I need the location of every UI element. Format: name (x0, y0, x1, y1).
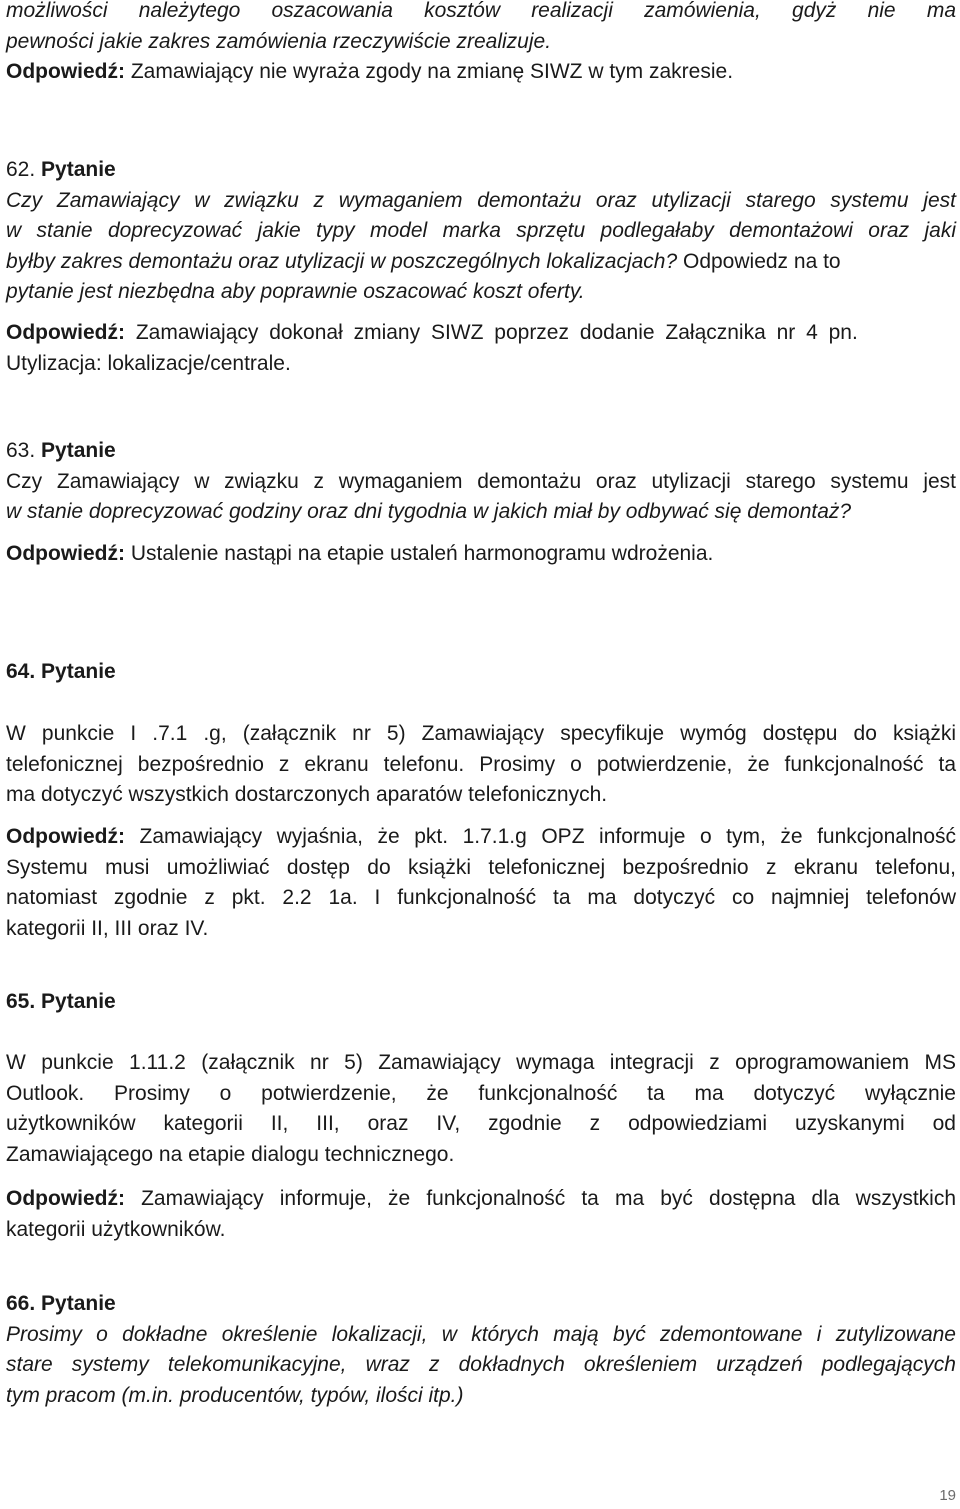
answer-64 (6, 822, 956, 944)
intro-line: pewności jakie zakres zamówienia rzeczywiście zrealizuje. (6, 29, 552, 53)
question-line: pytanie jest niezbędna aby poprawnie oszacować koszt oferty. (6, 280, 585, 304)
intro-answer (6, 57, 956, 88)
intro-block (6, 0, 956, 88)
answer-line: natomiast zgodnie z pkt. 2.2 1a. I funkcjonalność ta ma dotyczyć co najmniej telefonów (6, 886, 956, 910)
question-heading: 62. Pytanie (6, 158, 116, 181)
answer-label: Odpowiedź: (6, 60, 125, 84)
question-line: ma dotyczyć wszystkich dostarczonych aparatów telefonicznych. (6, 783, 608, 807)
question-heading: 63. Pytanie (6, 439, 116, 462)
answer-63 (6, 539, 956, 570)
question-64 (6, 657, 956, 688)
question-line: Czy Zamawiający w związku z wymaganiem demontażu oraz utylizacji starego systemu jest (6, 469, 956, 493)
question-66 (6, 1289, 956, 1411)
question-65 (6, 987, 956, 1018)
answer-text: Zamawiający nie wyraża zgody na zmianę SIWZ w tym zakresie. (125, 60, 734, 84)
answer-line: Odpowiedź: Ustalenie nastąpi na etapie ustaleń harmonogramu wdrożenia. (6, 542, 714, 565)
question-65-text (6, 1048, 956, 1170)
answer-65 (6, 1184, 956, 1245)
question-63 (6, 436, 956, 528)
question-line: byłby zakres demontażu oraz utylizacji w poszczególnych lokalizacjach? Odpowiedz na to (6, 249, 841, 273)
question-heading: 65. Pytanie (6, 990, 116, 1013)
question-62 (6, 155, 956, 308)
question-line: w stanie doprecyzować godziny oraz dni tygodnia w jakich miał by odbywać się demontaż? (6, 500, 852, 524)
answer-line: kategorii II, III oraz IV. (6, 916, 209, 940)
question-line: Outlook. Prosimy o potwierdzenie, że funkcjonalność ta ma dotyczyć wyłącznie (6, 1081, 956, 1105)
page-number: 19 (939, 1487, 956, 1504)
answer-line: Odpowiedź: Zamawiający informuje, że funkcjonalność ta ma być dostępna dla wszystkich (6, 1187, 956, 1210)
question-line: użytkowników kategorii II, III, oraz IV, zgodnie z odpowiedziami uzyskanymi od (6, 1112, 956, 1136)
answer-line: Systemu musi umożliwiać dostęp do książki telefonicznej bezpośrednio z ekranu telefonu, (6, 855, 956, 879)
answer-line: kategorii użytkowników. (6, 1217, 226, 1241)
answer-line: Odpowiedź: Zamawiający dokonał zmiany SIWZ poprzez dodanie Załącznika nr 4 pn. (6, 321, 858, 344)
answer-62 (6, 318, 956, 379)
question-line: W punkcie I .7.1 .g, (załącznik nr 5) Zamawiający specyfikuje wymóg dostępu do książki (6, 722, 956, 745)
question-line: w stanie doprecyzować jakie typy model marka sprzętu podlegałaby demontażowi oraz jaki (6, 219, 956, 243)
question-line: tym pracom (m.in. producentów, typów, ilości itp.) (6, 1383, 464, 1407)
question-line: W punkcie 1.11.2 (załącznik nr 5) Zamawiający wymaga integracji z oprogramowaniem MS (6, 1051, 956, 1074)
question-heading: 64. Pytanie (6, 660, 116, 683)
question-64-text (6, 719, 956, 811)
question-heading: 66. Pytanie (6, 1292, 116, 1315)
question-line: stare systemy telekomunikacyjne, wraz z dokładnych określeniem urządzeń podlegających (6, 1353, 956, 1377)
question-line: Zamawiającego na etapie dialogu technicznego. (6, 1142, 455, 1166)
question-line: Czy Zamawiający w związku z wymaganiem demontażu oraz utylizacji starego systemu jest (6, 188, 956, 212)
intro-line: możliwości należytego oszacowania kosztów realizacji zamówienia, gdyż nie ma (6, 0, 956, 22)
answer-line: Utylizacja: lokalizacje/centrale. (6, 351, 291, 375)
question-line: Prosimy o dokładne określenie lokalizacji, w których mają być zdemontowane i zutylizowane (6, 1322, 956, 1346)
answer-line: Odpowiedź: Zamawiający wyjaśnia, że pkt. 1.7.1.g OPZ informuje o tym, że funkcjonalność (6, 825, 956, 848)
question-line: telefonicznej bezpośrednio z ekranu telefonu. Prosimy o potwierdzenie, że funkcjonalność ta (6, 752, 956, 776)
